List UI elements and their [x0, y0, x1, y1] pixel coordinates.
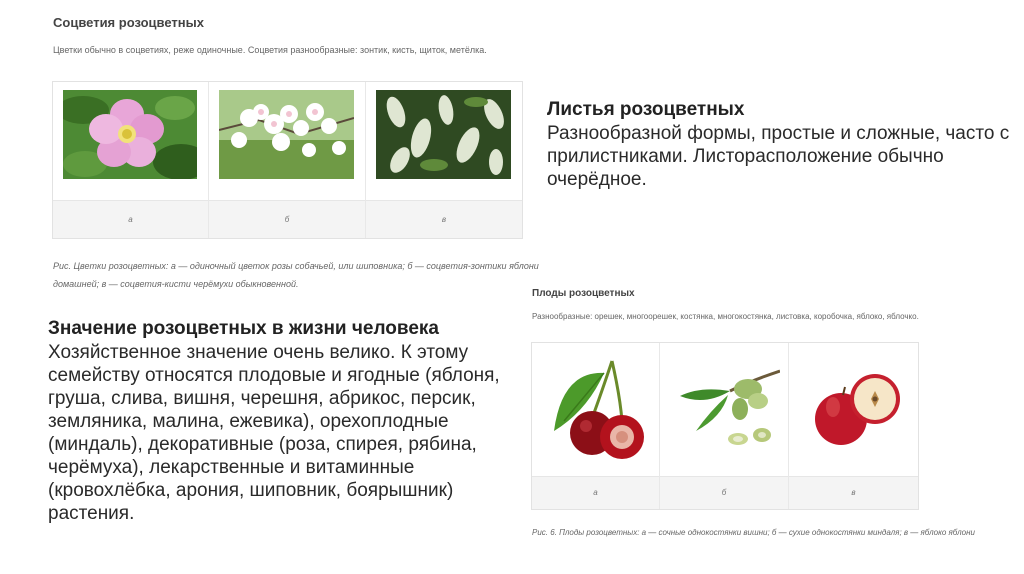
apple-blossom-image [219, 90, 354, 179]
fruit-cell-c [789, 343, 918, 509]
apple-image [799, 351, 909, 469]
leaves-heading: Листья розоцветных [547, 99, 745, 120]
fruit-label-a: а [532, 476, 659, 509]
importance-line: (миндаль), декоративные (роза, спирея, рябина, [48, 434, 477, 455]
flowers-caption-line2: домашней; в — соцветия-кисти черёмухи обыкновенной. [53, 279, 299, 289]
fruit-cell-b [660, 343, 789, 509]
almond-image [670, 351, 780, 469]
importance-line: растения. [48, 503, 135, 524]
importance-line: груша, слива, вишня, черешня, абрикос, персик, [48, 388, 476, 409]
flower-cell-b [209, 82, 366, 238]
flower-label-b: б [209, 200, 365, 238]
leaves-line3: очерёдное. [547, 169, 647, 190]
importance-line: (кровохлёбка, арония, шиповник, боярышник) [48, 480, 454, 501]
flowers-caption-line1: Рис. Цветки розоцветных: а — одиночный цветок розы собачьей, или шиповника; б — соцветия-зонтики яблони [53, 261, 539, 271]
importance-line: семейству относятся плодовые и ягодные (яблоня, [48, 365, 500, 386]
importance-line: Хозяйственное значение очень велико. К этому [48, 342, 469, 363]
flower-cell-c [366, 82, 522, 238]
fruits-caption: Рис. 6. Плоды розоцветных: а — сочные однокостянки вишни; б — сухие однокостянки миндаля; в — яблоко яблони [532, 528, 975, 537]
flowers-subtitle: Цветки обычно в соцветиях, реже одиночные. Соцветия разнообразные: зонтик, кисть, щиток, метёлка. [53, 45, 487, 55]
bird-cherry-image [376, 90, 511, 179]
fruits-title: Плоды розоцветных [532, 288, 635, 299]
flower-cell-a [53, 82, 209, 238]
fruit-cell-a [532, 343, 660, 509]
fruit-label-c: в [789, 476, 918, 509]
leaves-line2: прилистниками. Листорасположение обычно [547, 146, 944, 167]
importance-line: черёмуха), лекарственные и витаминные [48, 457, 415, 478]
fruits-subtitle: Разнообразные: орешек, многоорешек, костянка, многокостянка, листовка, коробочка, яблоко, яблочко. [532, 312, 919, 321]
flowers-title: Соцветия розоцветных [53, 15, 204, 30]
flower-label-c: в [366, 200, 522, 238]
leaves-line1: Разнообразной формы, простые и сложные, часто с [547, 123, 1010, 144]
rose-image [63, 90, 197, 179]
importance-heading: Значение розоцветных в жизни человека [48, 318, 439, 339]
importance-line: земляника, малина, ежевика), орехоплодные [48, 411, 449, 432]
fruit-label-b: б [660, 476, 788, 509]
flower-label-a: а [53, 200, 208, 238]
importance-body [48, 341, 500, 525]
fruits-gallery [531, 342, 919, 510]
cherry-image [542, 351, 652, 469]
flowers-gallery [52, 81, 523, 239]
